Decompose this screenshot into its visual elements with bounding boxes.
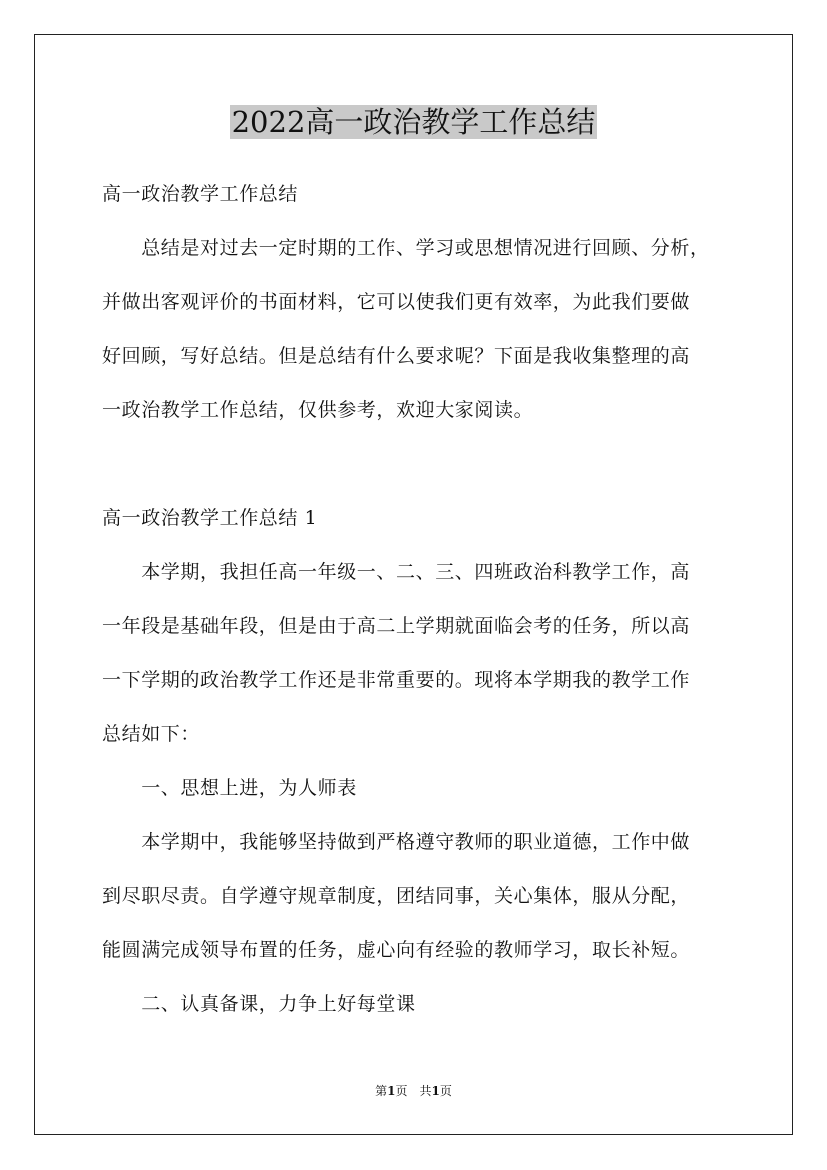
subsection-heading: 二、认真备课，力争上好每堂课 [102,993,416,1015]
paragraph-line: 本学期中，我能够坚持做到严格遵守教师的职业道德，工作中做 [102,831,691,853]
paragraph-line: 一下学期的政治教学工作还是非常重要的。现将本学期我的教学工作 [102,669,691,691]
document-title [0,102,827,142]
section-heading: 高一政治教学工作总结 1 [102,507,318,529]
paragraph-line: 一政治教学工作总结，仅供参考，欢迎大家阅读。 [102,399,534,421]
paragraph-line: 总结是对过去一定时期的工作、学习或思想情况进行回顾、分析， [102,237,710,259]
document-title-text: 2022高一政治教学工作总结 [231,105,596,139]
paragraph-line: 到尽职尽责。自学遵守规章制度，团结同事，关心集体，服从分配， [102,885,691,907]
footer-page-number: 1 [387,1084,396,1098]
footer-suffix: 页 [439,1084,452,1098]
paragraph-line: 本学期，我担任高一年级一、二、三、四班政治科教学工作，高 [102,561,691,583]
paragraph-line: 能圆满完成领导布置的任务，虚心向有经验的教师学习，取长补短。 [102,939,691,961]
subtitle-line: 高一政治教学工作总结 [102,183,299,205]
paragraph-line: 并做出客观评价的书面材料，它可以使我们更有效率，为此我们要做 [102,291,691,313]
footer-prefix: 第 [375,1084,388,1098]
footer-mid: 页 共 [395,1084,432,1098]
paragraph-line: 一年段是基础年段，但是由于高二上学期就面临会考的任务，所以高 [102,615,691,637]
page-footer [0,1083,827,1099]
footer-page-total: 1 [431,1084,440,1098]
paragraph-line: 总结如下： [102,723,201,745]
paragraph-line: 好回顾，写好总结。但是总结有什么要求呢？下面是我收集整理的高 [102,345,691,367]
subsection-heading: 一、思想上进，为人师表 [102,777,357,799]
